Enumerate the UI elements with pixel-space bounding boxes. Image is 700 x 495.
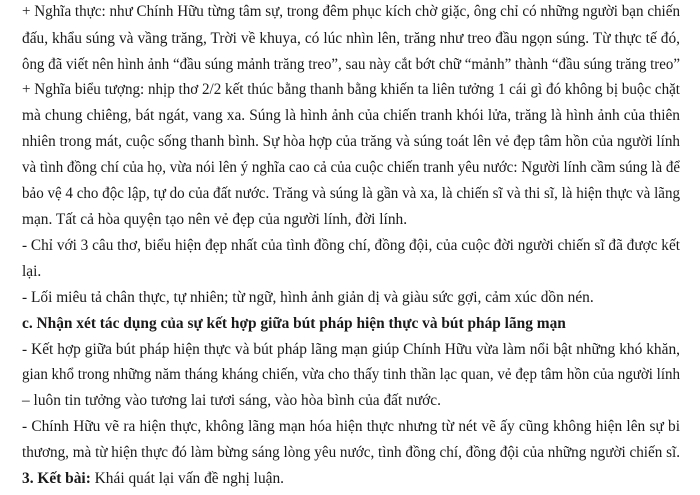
paragraph-line: ông đã viết nên hình ảnh “đầu súng mảnh trăng treo”, sau này cắt bớt chữ “mảnh” thành “đầu súng trăng treo” — [22, 56, 680, 73]
paragraph-line: lại. — [22, 263, 42, 280]
paragraph-line: – luôn tin tưởng vào tương lai tươi sáng, vào hòa bình của đất nước. — [22, 392, 441, 409]
paragraph-line: - Kết hợp giữa bút pháp hiện thực và bút pháp lãng mạn giúp Chính Hữu vừa làm nổi bật những khó khăn, — [22, 341, 680, 358]
paragraph-line: gian khổ trong những năm tháng kháng chiến, vừa cho thấy tinh thần lạc quan, vẻ đẹp tâm hồn của người lính — [22, 366, 680, 383]
paragraph-line: bảo vệ 4 cho độc lập, tự do của đất nước. Trăng và súng là gần và xa, là chiến sĩ và thi sĩ, là hiện thực và lãng — [22, 185, 680, 202]
paragraph-line: nhiên trong mát, cuộc sống thanh bình. Sự hòa hợp của trăng và súng toát lên vẻ đẹp tâm hồn của người lính — [22, 133, 680, 150]
conclusion-label: 3. Kết bài: — [22, 470, 91, 487]
paragraph-line: mà chung chiêng, bát ngát, vang xa. Súng là hình ảnh của chiến tranh khói lửa, trăng là hình ảnh của thiên — [22, 107, 680, 124]
section-heading: c. Nhận xét tác dụng của sự kết hợp giữa bút pháp hiện thực và bút pháp lãng mạn — [22, 315, 566, 332]
paragraph-line: mạn. Tất cả hòa quyện tạo nên vẻ đẹp của người lính, đời lính. — [22, 211, 408, 228]
paragraph-line: - Chính Hữu vẽ ra hiện thực, không lãng mạn hóa hiện thực nhưng từ nét vẽ ấy cũng không hiện lên sự bi — [22, 418, 680, 435]
paragraph-line: - Chỉ với 3 câu thơ, biểu hiện đẹp nhất của tình đồng chí, đồng đội, của cuộc đời người chiến sĩ đã được kết — [22, 237, 680, 254]
paragraph-line: - Lối miêu tả chân thực, tự nhiên; từ ngữ, hình ảnh giản dị và giàu sức gợi, cảm xúc dồn nén. — [22, 289, 594, 306]
paragraph-line: và tình đồng chí của họ, vừa nói lên ý nghĩa cao cả của cuộc chiến tranh yêu nước: Người lính cầm súng là để — [22, 159, 680, 176]
paragraph-line: thương, mà từ hiện thực đó làm bừng sáng lòng yêu nước, tình đồng chí, đồng đội của những người chiến sĩ. — [22, 444, 680, 461]
paragraph-line: + Nghĩa thực: như Chính Hữu từng tâm sự, trong đêm phục kích chờ giặc, ông chỉ có những người bạn chiến — [22, 3, 680, 20]
conclusion-text: Khái quát lại vấn đề nghị luận. — [90, 470, 285, 487]
paragraph-line: đấu, khẩu súng và vầng trăng, Trời về khuya, có lúc nhìn lên, trăng như treo đầu ngọn súng. Từ thực tế đó, — [22, 30, 680, 47]
conclusion-line — [22, 470, 284, 488]
paragraph-line: + Nghĩa biểu tượng: nhịp thơ 2/2 kết thúc bằng thanh bằng khiến ta liên tưởng 1 cái gì đó không bị buộc chặt — [22, 81, 680, 98]
